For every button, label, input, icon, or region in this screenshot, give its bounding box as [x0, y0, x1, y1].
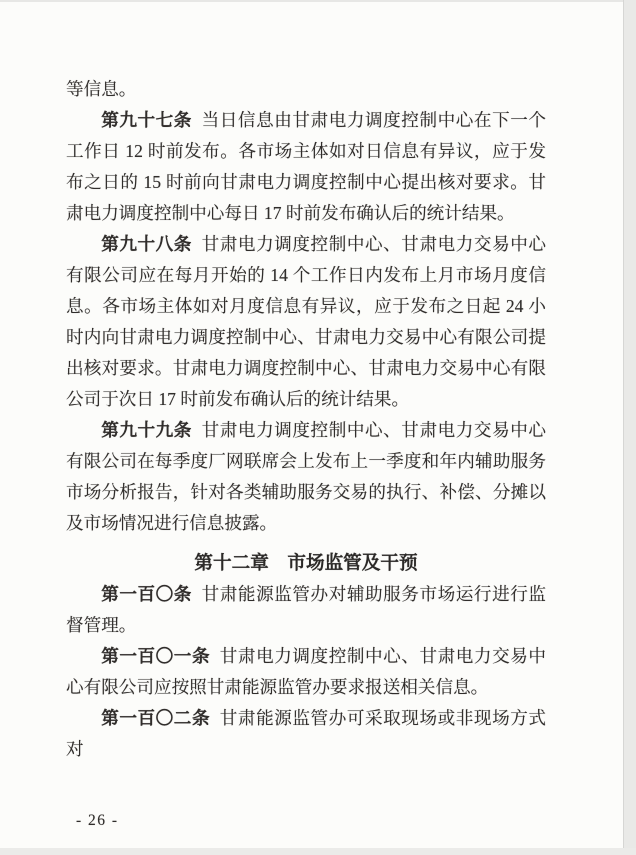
article-98-paragraph	[66, 229, 546, 415]
article-102-paragraph	[66, 703, 546, 765]
article-102-text: 甘肃能源监管办可采取现场或非现场方式对	[66, 708, 546, 759]
article-101-paragraph	[66, 641, 546, 703]
article-98-number: 第九十八条	[101, 234, 192, 254]
chapter-heading: 第十二章 市场监管及干预	[194, 553, 418, 574]
article-97-paragraph	[66, 105, 546, 229]
article-100-paragraph	[66, 579, 546, 641]
article-101-text: 甘肃电力调度控制中心、甘肃电力交易中心有限公司应按照甘肃能源监管办要求报送相关信息。	[66, 646, 546, 697]
continuation-paragraph: 等信息。	[66, 79, 137, 99]
article-99-paragraph	[66, 415, 546, 539]
scan-edge-right	[623, 0, 636, 855]
article-99-text: 甘肃电力调度控制中心、甘肃电力交易中心有限公司在每季度厂网联席会上发布上一季度和年内辅助服务市场分析报告，针对各类辅助服务交易的执行、补偿、分摊以及市场情况进行信息披露。	[66, 420, 546, 533]
document-content	[66, 74, 546, 765]
article-102-number: 第一百〇二条	[101, 708, 211, 728]
article-98-text: 甘肃电力调度控制中心、甘肃电力交易中心有限公司应在每月开始的 14 个工作日内发布上月市场月度信息。各市场主体如对月度信息有异议，应于发布之日起 24 小时内向甘肃电力调度控制中心、甘肃电力交易中心有限公司提出核对要求。甘肃电力调度控制中心、甘肃电力交易中心有限公司于次日 17 时前发布确认后的统计结果。	[66, 234, 546, 409]
article-100-text: 甘肃能源监管办对辅助服务市场运行进行监督管理。	[66, 584, 546, 635]
article-97-number: 第九十七条	[101, 110, 192, 130]
page-number: - 26 -	[76, 812, 119, 829]
article-97-text: 当日信息由甘肃电力调度控制中心在下一个工作日 12 时前发布。各市场主体如对日信息有异议，应于发布之日的 15 时前向甘肃电力调度控制中心提出核对要求。甘肃电力调度控制中心每日 17 时前发布确认后的统计结果。	[66, 110, 546, 223]
scan-edge-bottom	[0, 848, 636, 855]
scan-edge-top	[0, 0, 636, 2]
article-101-number: 第一百〇一条	[101, 646, 211, 666]
article-99-number: 第九十九条	[101, 420, 192, 440]
article-100-number: 第一百〇条	[101, 584, 192, 604]
